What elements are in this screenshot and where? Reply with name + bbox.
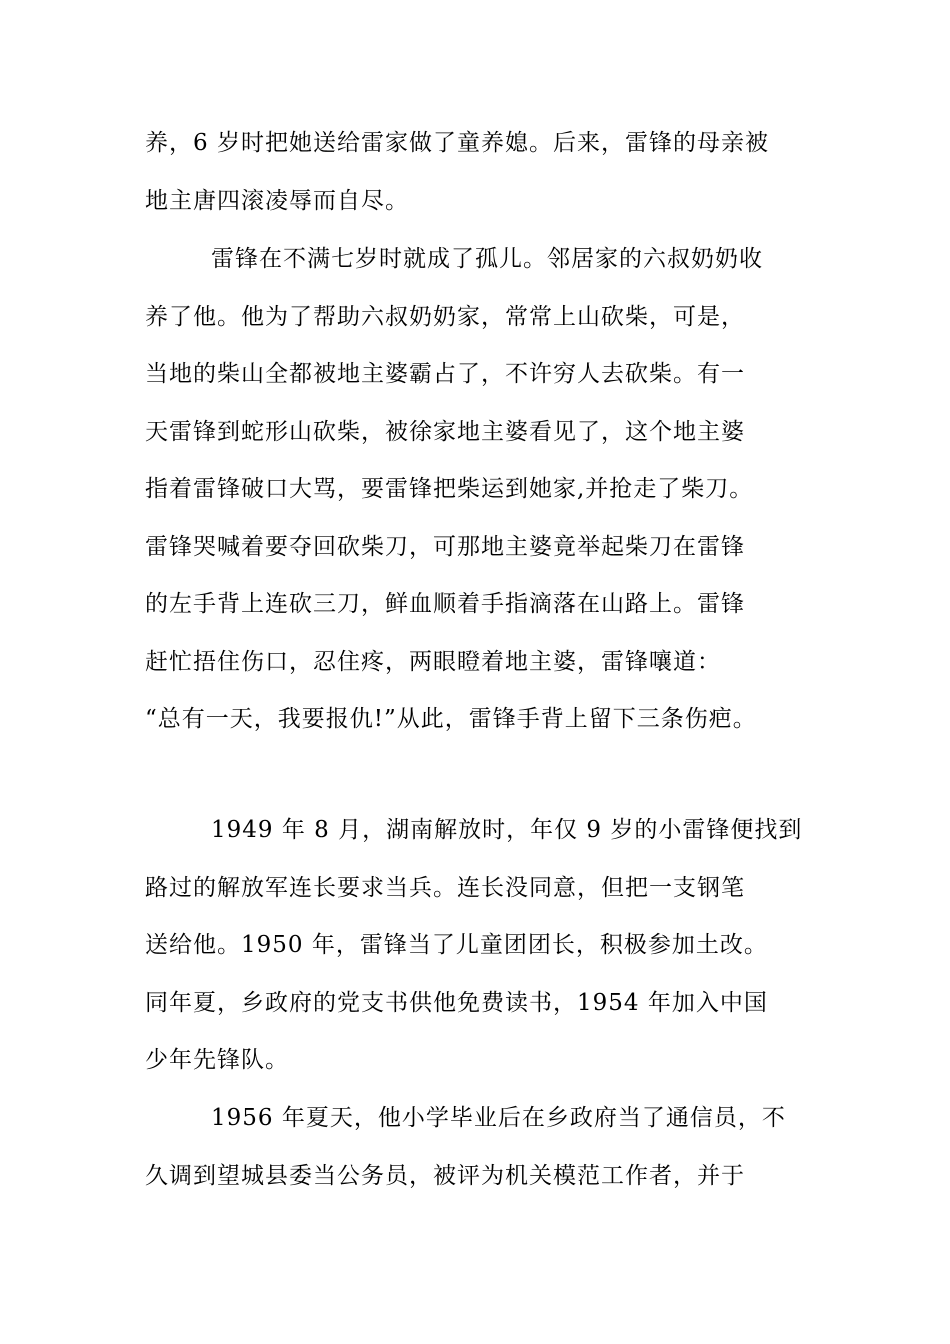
paragraph-line: 天雷锋到蛇形山砍柴，被徐家地主婆看见了，这个地主婆: [145, 418, 745, 445]
paragraph-3: [145, 802, 825, 1090]
paragraph-line: “总有一天，我要报仇!”从此，雷锋手背上留下三条伤疤。: [145, 706, 757, 732]
paragraph-4: [145, 1090, 825, 1205]
paragraph-line: 1949 年 8 月，湖南解放时，年仅 9 岁的小雷锋便找到: [211, 817, 803, 843]
paragraph-line: 少年先锋队。: [145, 1047, 289, 1073]
paragraph-line: 赶忙捂住伤口，忍住疼，两眼瞪着地主婆，雷锋嚷道：: [145, 648, 721, 675]
paragraph-line: 雷锋哭喊着要夺回砍柴刀，可那地主婆竟举起柴刀在雷锋: [145, 533, 745, 560]
paragraph-line: 养，6 岁时把她送给雷家做了童养媳。后来，雷锋的母亲被: [145, 130, 769, 156]
paragraph-2: [145, 231, 825, 749]
paragraph-line: 指着雷锋破口大骂，要雷锋把柴运到她家,并抢走了柴刀。: [145, 476, 754, 502]
paragraph-line: 路过的解放军连长要求当兵。连长没同意，但把一支钢笔: [145, 874, 745, 901]
paragraph-line: 久调到望城县委当公务员，被评为机关模范工作者，并于: [145, 1162, 745, 1189]
paragraph-line: 的左手背上连砍三刀，鲜血顺着手指滴落在山路上。雷锋: [145, 591, 745, 617]
paragraph-1: [145, 115, 825, 230]
paragraph-line: 1956 年夏天，他小学毕业后在乡政府当了通信员，不: [211, 1105, 786, 1131]
paragraph-line: 雷锋在不满七岁时就成了孤儿。邻居家的六叔奶奶收: [211, 246, 763, 272]
paragraph-line: 养了他。他为了帮助六叔奶奶家，常常上山砍柴，可是，: [145, 303, 745, 330]
paragraph-line: 当地的柴山全都被地主婆霸占了，不许穷人去砍柴。有一: [145, 361, 745, 387]
paragraph-line: 送给他。1950 年，雷锋当了儿童团团长，积极参加土改。: [145, 932, 768, 958]
paragraph-line: 同年夏，乡政府的党支书供他免费读书，1954 年加入中国: [145, 989, 768, 1016]
paragraph-line: 地主唐四滚凌辱而自尽。: [145, 187, 409, 214]
